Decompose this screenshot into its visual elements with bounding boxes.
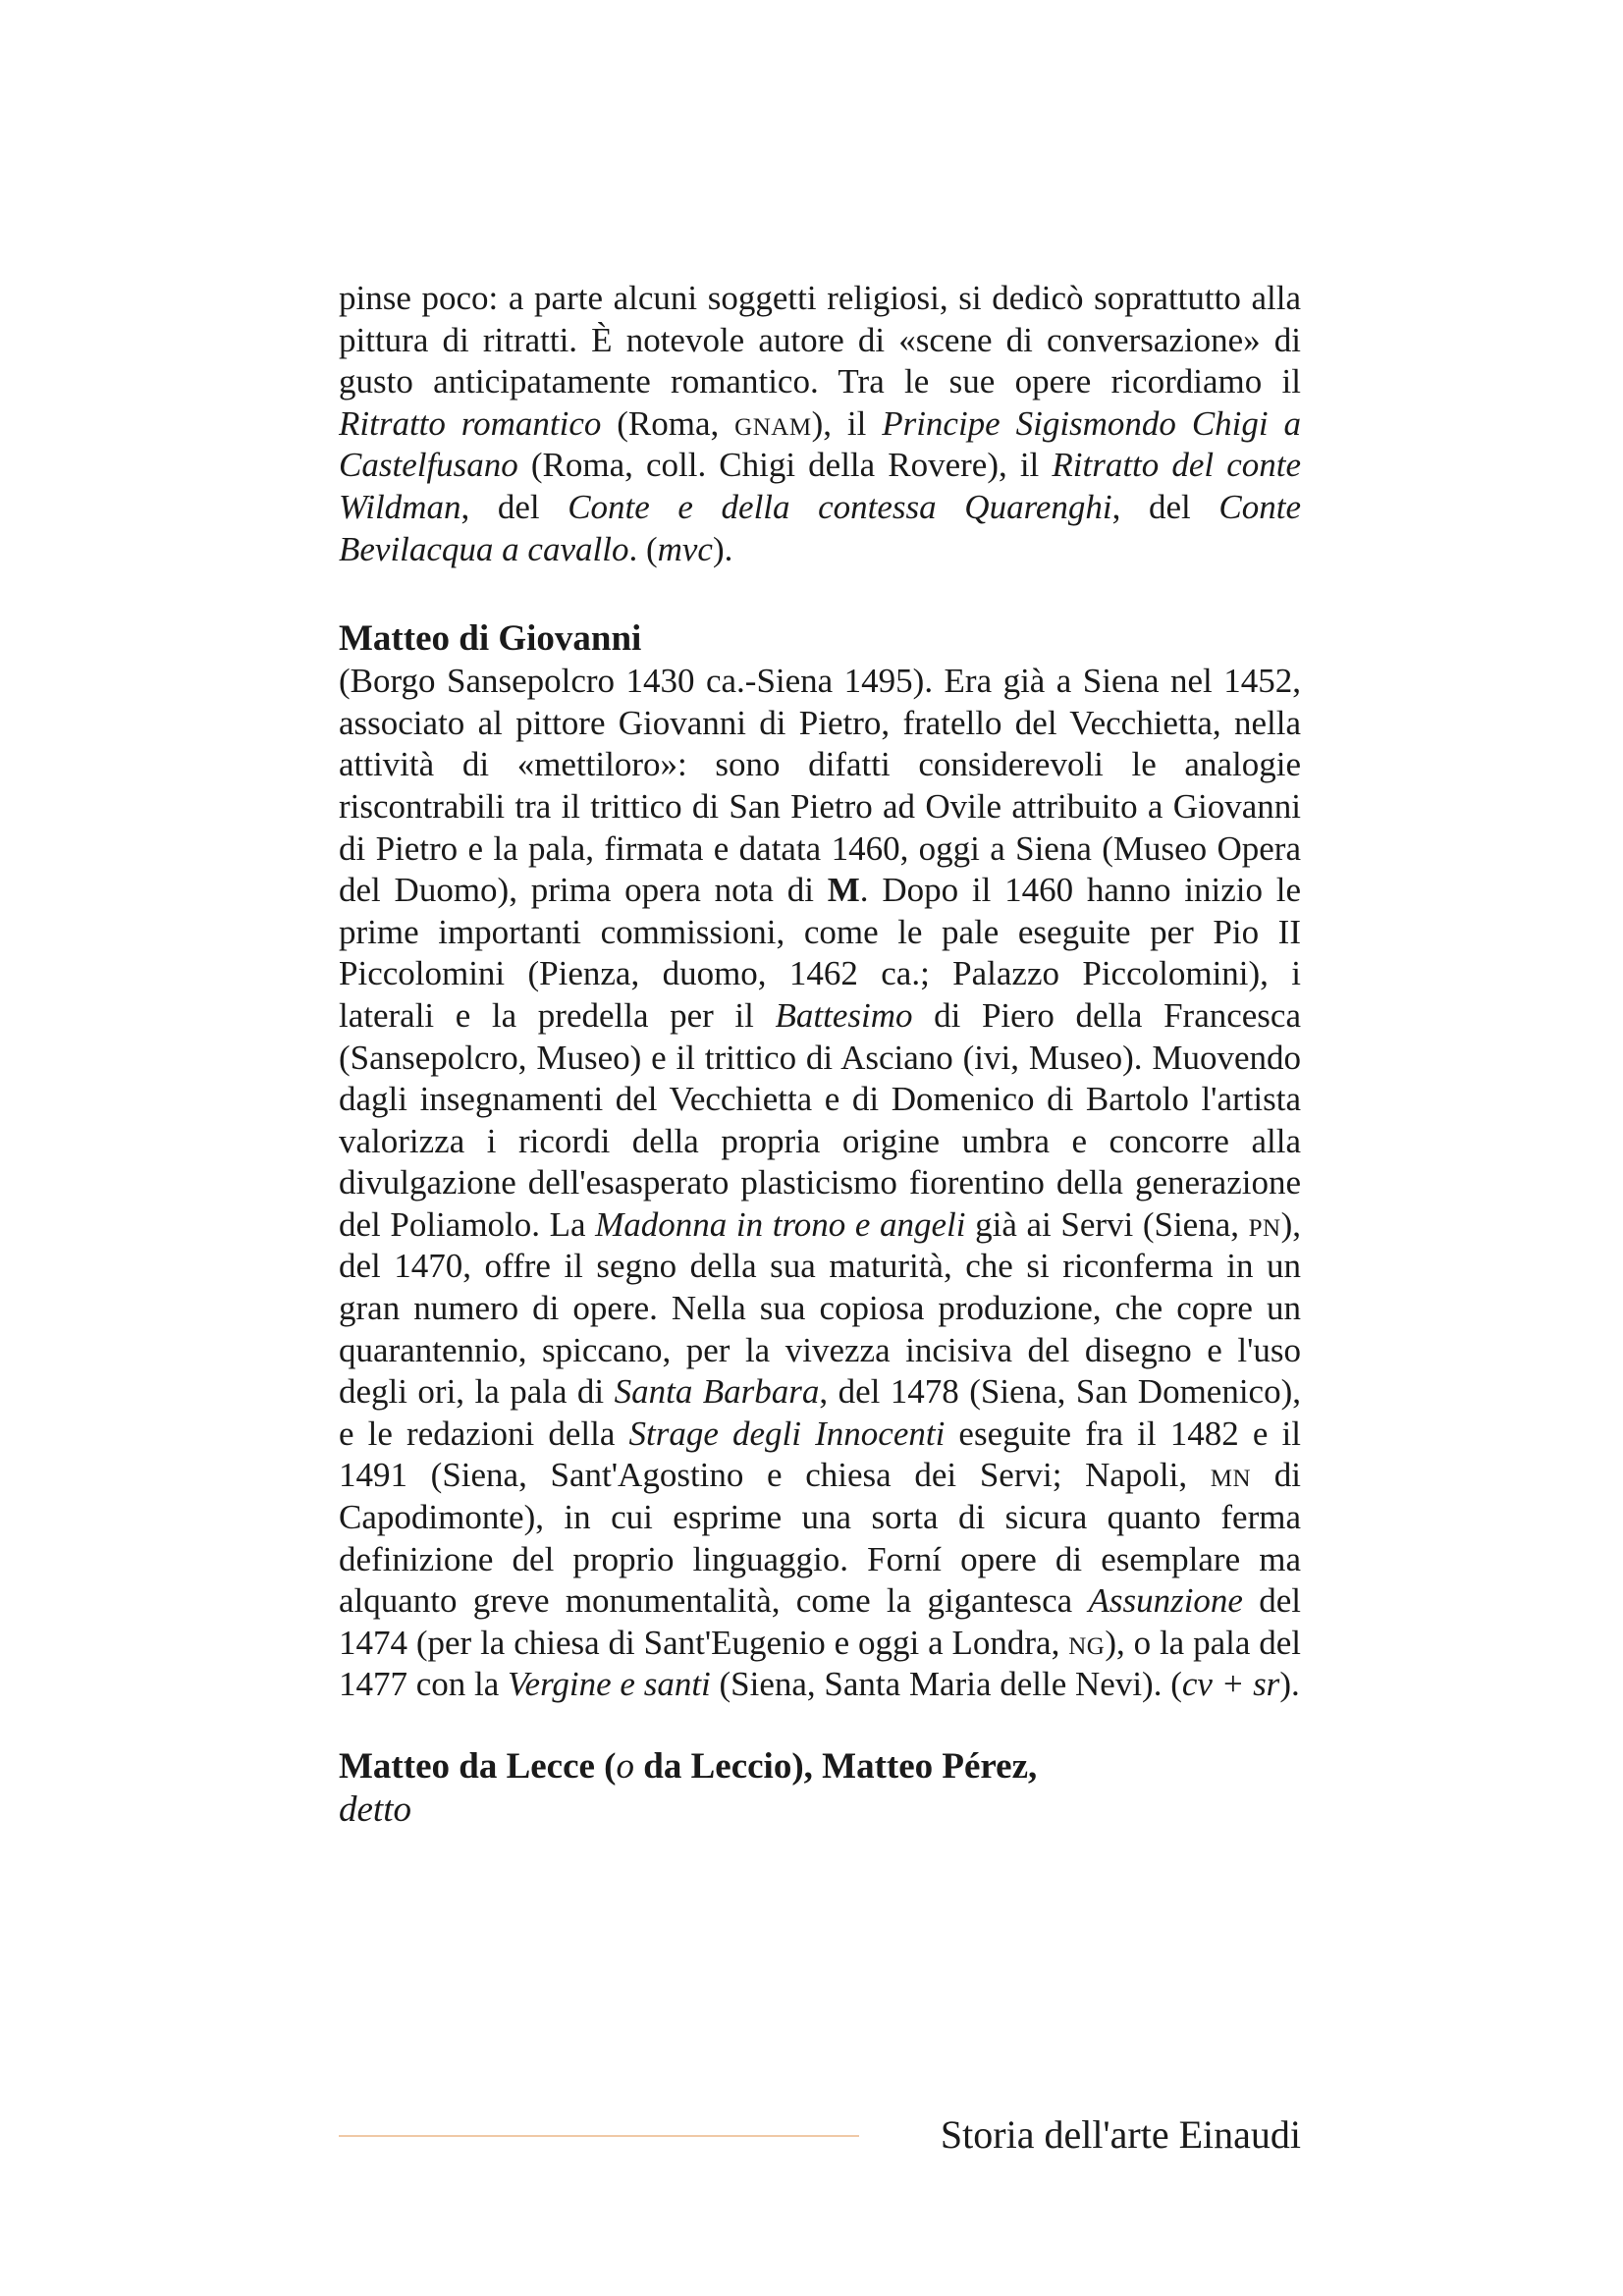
artwork-title: Battesimo xyxy=(775,995,913,1035)
text-run: , del 1478 (Siena, San Domenico), e le redazioni della xyxy=(339,1372,1301,1453)
museum-abbreviation: gnam xyxy=(734,403,812,443)
artwork-title: Conte e della contessa Quarenghi xyxy=(568,487,1112,526)
text-run: . Dopo il 1460 hanno inizio le prime importanti commissioni, come le pale eseguite per Pio II Piccolomini (Pienza, duomo, 1462 ca.; Palazzo Piccolomini), i laterali e la predella per il xyxy=(339,871,1301,1035)
entry-body-matteo-di-giovanni xyxy=(339,661,1301,1706)
text-run: ), il xyxy=(811,403,883,443)
text-run: ). xyxy=(1279,1665,1300,1704)
text-run: , del xyxy=(460,487,568,526)
artwork-title: Assunzione xyxy=(1088,1581,1243,1621)
title-run-italic: detto xyxy=(339,1789,411,1830)
artwork-title: Conte Bevilacqua a cavallo xyxy=(339,487,1301,568)
text-run: (Roma, xyxy=(601,403,735,443)
museum-abbreviation: mn xyxy=(1210,1456,1252,1495)
artwork-title: Principe Sigismondo Chigi a Castelfusano xyxy=(339,403,1301,485)
text-run: del 1474 (per la chiesa di Sant'Eugenio e oggi a Londra, xyxy=(339,1581,1302,1662)
text-run: (Siena, Santa Maria delle Nevi). ( xyxy=(710,1665,1182,1704)
footer-brand: Storia dell'arte Einaudi xyxy=(940,2112,1301,2157)
text-run: ), o la pala del 1477 con la xyxy=(339,1623,1302,1704)
text-run: eseguite fra il 1482 e il 1491 (Siena, Sant'Agostino e chiesa dei Servi; Napoli, xyxy=(339,1414,1301,1495)
text-run: . ( xyxy=(628,529,658,568)
author-initials: cv + sr xyxy=(1181,1665,1280,1704)
artwork-title: Ritratto del conte Wildman xyxy=(339,446,1301,526)
text-run: di Piero della Francesca (Sansepolcro, Museo) e il trittico di Asciano (ivi, Museo). Muovendo dagli insegnamenti del Vecchietta e di Domenico di Bartolo l'artista valorizza i ricordi della propria origine umbra e concorre alla divulgazione dell'esasperato plasticismo fiorentino della generazione del Poliamolo. La xyxy=(339,995,1301,1244)
artwork-title: Strage degli Innocenti xyxy=(628,1414,946,1453)
title-run: Matteo da Lecce ( xyxy=(339,1746,617,1787)
title-run: da Leccio), Matteo Pérez, xyxy=(634,1746,1038,1787)
author-initials: mvc xyxy=(657,529,713,568)
artwork-title: Ritratto romantico xyxy=(339,403,602,443)
prev-entry-paragraph xyxy=(339,278,1301,570)
museum-abbreviation: ng xyxy=(1068,1623,1106,1662)
text-run: pinse poco: a parte alcuni soggetti religiosi, si dedicò soprattutto alla pittura di ritratti. È notevole autore di «scene di conversazione» di gusto anticipatamente romantico. Tra le sue opere ricordiamo il xyxy=(339,279,1301,401)
entry-title-matteo-di-giovanni: Matteo di Giovanni xyxy=(339,618,642,660)
text-run: (Borgo Sansepolcro 1430 ca.-Siena 1495). Era già a Siena nel 1452, associato al pittore Giovanni di Pietro, fratello del Vecchietta, nella attività di «mettiloro»: sono difatti considerevoli le analogie riscontrabili tra il trittico di San Pietro ad Ovile attribuito a Giovanni di Pietro e la pala, firmata e datata 1460, oggi a Siena (Museo Opera del Duomo), prima opera nota di xyxy=(339,662,1301,910)
page-body xyxy=(339,278,1301,1832)
artwork-title: Vergine e santi xyxy=(508,1665,711,1704)
museum-abbreviation: pn xyxy=(1248,1204,1281,1244)
text-run: ), del 1470, offre il segno della sua maturità, che si riconferma in un gran numero di opere. Nella sua copiosa produzione, che copre un quarantennio, spiccano, per la vivezza incisiva del disegno e l'uso degli ori, la pala di xyxy=(339,1204,1301,1412)
entry-title-matteo-da-lecce xyxy=(339,1745,1301,1832)
page-footer xyxy=(339,2110,1301,2160)
artwork-title: Santa Barbara xyxy=(614,1372,820,1412)
artwork-title: Madonna in trono e angeli xyxy=(595,1204,966,1244)
footer-rule xyxy=(339,2135,859,2137)
text-run: , del xyxy=(1111,487,1219,526)
title-run-italic: o xyxy=(616,1746,635,1787)
subject-initial: M xyxy=(827,871,860,910)
text-run: di Capodimonte), in cui esprime una sorta di sicura quanto ferma definizione del proprio linguaggio. Forní opere di esemplare ma alquanto greve monumentalità, come la gigantesca xyxy=(339,1456,1301,1621)
text-run: (Roma, coll. Chigi della Rovere), il xyxy=(517,446,1053,485)
text-run: già ai Servi (Siena, xyxy=(965,1204,1249,1244)
text-run: ). xyxy=(712,529,733,568)
